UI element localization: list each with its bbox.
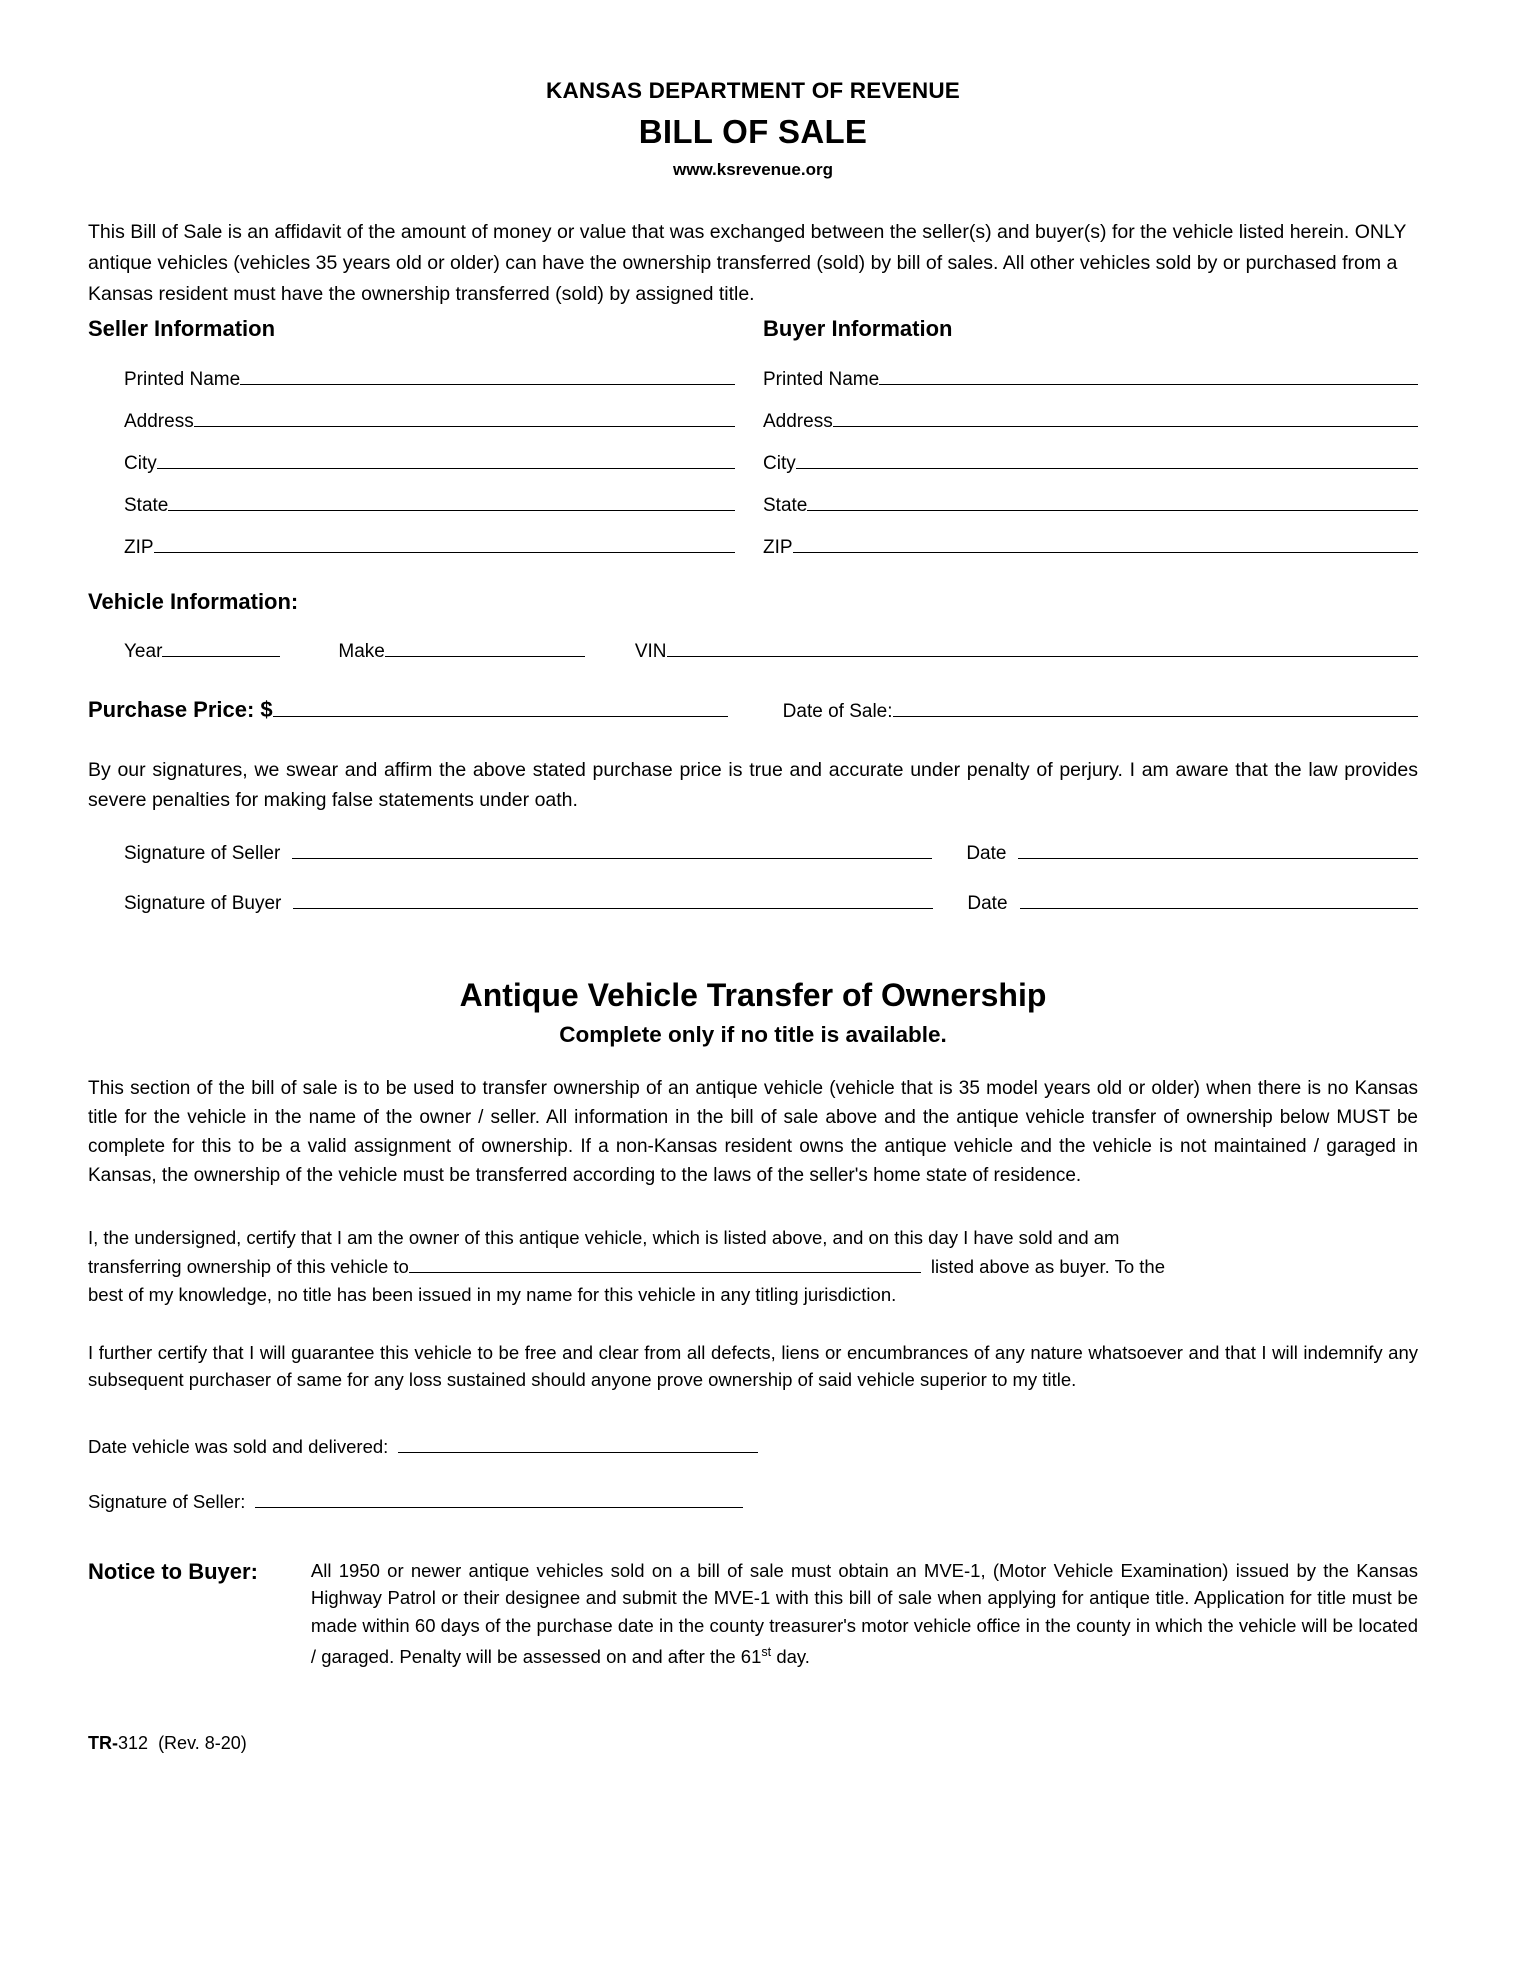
seller-address-label: Address <box>124 411 194 432</box>
seller-printed-name-input[interactable] <box>240 384 735 385</box>
agency-website: www.ksrevenue.org <box>673 160 833 179</box>
vehicle-information-row <box>88 641 1418 663</box>
antique-seller-signature-row <box>88 1491 1418 1513</box>
purchase-price-row <box>88 697 1418 723</box>
buyer-zip-row <box>763 537 1418 559</box>
seller-city-label: City <box>124 453 157 474</box>
buyer-printed-name-label: Printed Name <box>763 369 880 390</box>
antique-seller-signature-input[interactable] <box>255 1507 743 1508</box>
seller-address-input[interactable] <box>194 426 735 427</box>
antique-paragraph-1: This section of the bill of sale is to be used to transfer ownership of an antique vehicle (vehicle that is 35 model years old or older) when there is no Kansas title for the vehicle in the name of the owner / seller. All information in the bill of sale above and the antique vehicle transfer of ownership below MUST be complete for this to be a valid assignment of ownership. If a non-Kansas resident owns the antique vehicle and the vehicle is not maintained / garaged in Kansas, the ownership of the vehicle must be transferred according to the laws of the seller's home state of residence. <box>88 1078 1418 1186</box>
buyer-city-input[interactable] <box>796 468 1418 469</box>
date-sold-delivered-label: Date vehicle was sold and delivered: <box>88 1435 389 1457</box>
seller-signature-label: Signature of Seller <box>124 843 281 864</box>
seller-address-row <box>88 411 735 433</box>
seller-state-input[interactable] <box>168 510 735 511</box>
parties-columns <box>88 310 1418 559</box>
form-number-prefix: TR- <box>88 1732 118 1753</box>
buyer-address-row <box>763 411 1418 433</box>
buyer-zip-input[interactable] <box>793 552 1418 553</box>
seller-signature-row <box>88 843 1418 865</box>
notice-body-superscript: st <box>761 1645 772 1659</box>
notice-body-part1: All 1950 or newer antique vehicles sold on a bill of sale must obtain an MVE-1, (Motor Vehicle Examination) issued by the Kansas Highway Patrol or their designee and submit the MVE-1 with this bill of sale when applying for antique title. Application for title must be made within 60 days of the purchase date in the county treasurer's motor vehicle office in the county in which the vehicle will be located / garaged. Penalty will be assessed on and after the 61 <box>310 1559 1418 1668</box>
purchase-price-input[interactable] <box>273 716 728 717</box>
seller-printed-name-label: Printed Name <box>124 369 241 390</box>
seller-signature-input[interactable] <box>292 858 932 859</box>
notice-body-part2: day. <box>771 1646 810 1668</box>
seller-zip-label: ZIP <box>124 537 154 558</box>
buyer-city-row <box>763 453 1418 475</box>
antique-section-subtitle: Complete only if no title is available. <box>559 1022 947 1047</box>
transfer-to-suffix: listed above as buyer. To the <box>930 1255 1165 1277</box>
notice-to-buyer <box>88 1557 1418 1671</box>
agency-heading: KANSAS DEPARTMENT OF REVENUE <box>546 78 960 103</box>
form-identifier <box>88 1733 1418 1754</box>
intro-paragraph: This Bill of Sale is an affidavit of the amount of money or value that was exchanged between the seller(s) and buyer(s) for the vehicle listed herein. ONLY antique vehicles (vehicles 35 years old or older) can have the ownership transferred (sold) by bill of sales. All other vehicles sold by or purchased from a Kansas resident must have the ownership transferred (sold) by assigned title. <box>88 221 1407 305</box>
vehicle-year-input[interactable] <box>162 656 280 657</box>
form-number-rest: 312 <box>118 1732 149 1753</box>
vehicle-vin-input[interactable] <box>667 656 1418 657</box>
seller-column <box>88 310 753 559</box>
vehicle-vin-label: VIN <box>634 641 667 662</box>
vehicle-make-input[interactable] <box>385 656 585 657</box>
buyer-date-label: Date <box>967 893 1008 914</box>
notice-to-buyer-label: Notice to Buyer: <box>88 1558 258 1584</box>
buyer-column <box>753 310 1418 559</box>
buyer-signature-label: Signature of Buyer <box>124 893 282 914</box>
notice-to-buyer-body <box>311 1557 1418 1671</box>
seller-zip-input[interactable] <box>154 552 735 553</box>
vehicle-information-heading: Vehicle Information: <box>88 589 299 614</box>
buyer-address-input[interactable] <box>833 426 1418 427</box>
seller-state-row <box>88 495 735 517</box>
buyer-state-input[interactable] <box>807 510 1418 511</box>
antique-paragraph-2: I further certify that I will guarantee this vehicle to be free and clear from all defects, liens or encumbrances of any nature whatsoever and that I will indemnify any subsequent purchaser of same for any loss sustained should anyone prove ownership of said vehicle superior to my title. <box>88 1341 1418 1390</box>
page-content <box>88 0 1418 1754</box>
vehicle-make-label: Make <box>338 641 385 662</box>
seller-printed-name-row <box>88 369 735 391</box>
transfer-to-label: transferring ownership of this vehicle to <box>88 1255 409 1277</box>
seller-heading: Seller Information <box>88 316 276 341</box>
vehicle-year-label: Year <box>124 641 163 662</box>
seller-zip-row <box>88 537 735 559</box>
page-title: BILL OF SALE <box>638 113 868 150</box>
antique-section-title: Antique Vehicle Transfer of Ownership <box>459 977 1047 1013</box>
transfer-to-input[interactable] <box>409 1272 921 1273</box>
buyer-state-row <box>763 495 1418 517</box>
buyer-state-label: State <box>763 495 808 516</box>
buyer-signature-input[interactable] <box>293 908 933 909</box>
seller-state-label: State <box>124 495 169 516</box>
buyer-zip-label: ZIP <box>763 537 793 558</box>
date-of-sale-label: Date of Sale: <box>782 701 893 722</box>
affirmation-paragraph: By our signatures, we swear and affirm the above stated purchase price is true and accurate under penalty of perjury. I am aware that the law provides severe penalties for making false statements under oath. <box>88 759 1418 811</box>
certification-block <box>88 1224 1418 1309</box>
buyer-city-label: City <box>763 453 796 474</box>
seller-date-label: Date <box>966 843 1007 864</box>
buyer-printed-name-row <box>763 369 1418 391</box>
date-sold-delivered-input[interactable] <box>398 1452 758 1453</box>
date-of-sale-input[interactable] <box>893 716 1418 717</box>
antique-seller-signature-label: Signature of Seller: <box>88 1490 246 1512</box>
purchase-price-label: Purchase Price: $ <box>88 697 273 722</box>
buyer-address-label: Address <box>763 411 833 432</box>
buyer-heading: Buyer Information <box>763 316 953 341</box>
buyer-signature-row <box>88 893 1418 915</box>
certification-line-3: best of my knowledge, no title has been issued in my name for this vehicle in any titling jurisdiction. <box>88 1284 897 1305</box>
certification-line-2 <box>88 1253 1418 1281</box>
date-sold-delivered-row <box>88 1436 1418 1458</box>
seller-city-input[interactable] <box>157 468 735 469</box>
seller-city-row <box>88 453 735 475</box>
buyer-printed-name-input[interactable] <box>879 384 1418 385</box>
certification-line-1: I, the undersigned, certify that I am the owner of this antique vehicle, which is listed above, and on this day I have sold and am <box>88 1227 1120 1248</box>
buyer-date-input[interactable] <box>1020 908 1418 909</box>
seller-date-input[interactable] <box>1018 858 1418 859</box>
form-revision: (Rev. 8-20) <box>158 1732 247 1753</box>
